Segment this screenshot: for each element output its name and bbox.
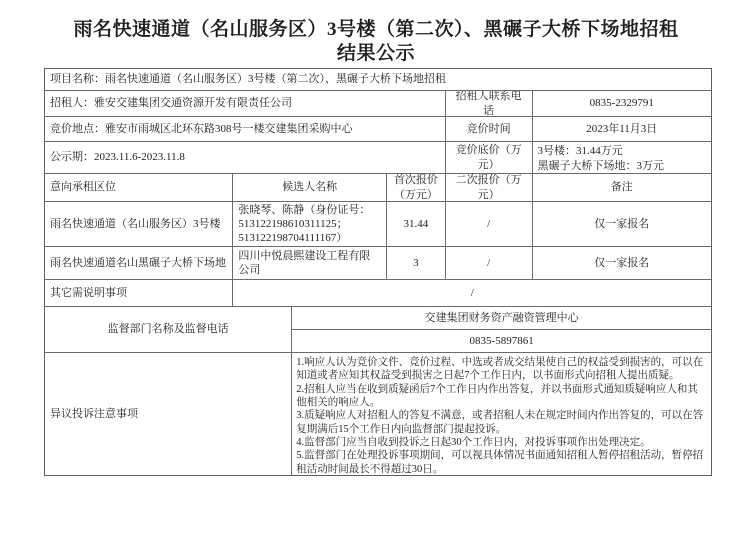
other-notes-value-cell: / xyxy=(470,286,474,299)
supervision-value-cell xyxy=(292,307,711,352)
bid-row-bridge-site xyxy=(45,247,711,280)
bid2-area-cell: 雨名快速通道名山黑碾子大桥下场地 xyxy=(45,247,233,279)
bid1-second-offer-cell: / xyxy=(446,202,533,246)
objection-item-2: 2.招租人应当在收到质疑函后7个工作日内作出答复，并以书面形式通知质疑响应人和其他相关的响应人。 xyxy=(296,383,698,408)
objection-item-4: 4.监督部门应当自收到投诉之日起30个工作日内，对投诉事项作出处理决定。 xyxy=(296,436,651,448)
bid1-remark-cell: 仅一家报名 xyxy=(594,217,650,230)
objection-row xyxy=(45,353,711,475)
bidding-time-label-cell: 竞价时间 xyxy=(446,117,533,141)
supervision-row xyxy=(45,307,711,353)
bidding-time-value-cell: 2023年11月3日 xyxy=(586,122,658,135)
bidding-venue-cell: 竞价地点：雅安市雨城区北环东路308号一楼交建集团采购中心 xyxy=(45,117,446,141)
base-price-line1: 3号楼：31.44万元 xyxy=(537,144,623,157)
header-remark-cell: 备注 xyxy=(610,181,633,194)
supervision-label-cell: 监督部门名称及监督电话 xyxy=(45,307,292,352)
bid2-second-offer-cell: / xyxy=(446,247,533,279)
page-title-line1: 雨名快速通道（名山服务区）3号楼（第二次）、黑碾子大桥下场地招租 xyxy=(73,19,679,40)
bidding-venue-row xyxy=(45,117,711,142)
bid1-area-cell: 雨名快速通道（名山服务区）3号楼 xyxy=(45,202,233,246)
bid1-candidate-cell: 张晓琴、陈静（身份证号：513122198610311125；513122198704111167） xyxy=(233,202,387,246)
publicity-period-row xyxy=(45,142,711,174)
results-table xyxy=(44,68,712,476)
page-title-line2: 结果公示 xyxy=(336,42,415,64)
lessor-phone-value-cell: 0835-2329791 xyxy=(589,97,654,110)
publicity-period-cell: 公示期：2023.11.6-2023.11.8 xyxy=(45,142,446,173)
objection-notice-cell xyxy=(292,353,711,475)
header-first-offer-cell: 首次报价（万元） xyxy=(387,174,446,201)
header-candidate-cell: 候选人名称 xyxy=(233,174,387,201)
bid-row-building3 xyxy=(45,202,711,247)
objection-item-5: 5.监督部门在处理投诉事项期间，可以视具体情况书面通知招租人暂停招租活动，暂停招租活动时间最长不得超过30日。 xyxy=(296,450,704,475)
supervision-dept-name-cell: 交建集团财务资产融资管理中心 xyxy=(292,307,711,330)
header-second-offer-cell: 二次报价（万元） xyxy=(446,174,533,201)
other-notes-row xyxy=(45,280,711,307)
other-notes-label-cell: 其它需说明事项 xyxy=(45,280,233,306)
header-area-cell: 意向承租区位 xyxy=(45,174,233,201)
bid1-first-offer-cell: 31.44 xyxy=(387,202,446,246)
base-price-values xyxy=(538,142,665,173)
project-name-row xyxy=(45,69,711,91)
bid-header-row xyxy=(45,174,711,202)
base-price-label-cell: 竞价底价（万元） xyxy=(446,142,533,173)
base-price-value-cell xyxy=(533,142,711,173)
base-price-line2: 黑碾子大桥下场地：3万元 xyxy=(537,159,665,172)
bid2-first-offer-cell: 3 xyxy=(387,247,446,279)
objection-item-1: 1.响应人认为竞价文件、竞价过程、中选或者成交结果使自己的权益受到损害的，可以在知道或者应知其权益受到损害之日起7个工作日内，以书面形式向招租人提出质疑。 xyxy=(296,357,704,382)
lessor-row xyxy=(45,91,711,117)
lessor-phone-label-cell: 招租人联系电话 xyxy=(446,91,533,116)
objection-item-3: 3.质疑响应人对招租人的答复不满意，或者招租人未在规定时间内作出答复的，可以在答复期满后15个工作日内向监督部门提起投诉。 xyxy=(296,410,704,435)
page-title xyxy=(0,0,752,66)
supervision-stack xyxy=(292,307,711,352)
bid2-remark-cell: 仅一家报名 xyxy=(594,256,650,269)
objection-label-cell: 异议投诉注意事项 xyxy=(45,353,292,475)
supervision-dept-phone-cell: 0835-5897861 xyxy=(469,334,534,347)
project-name-cell: 项目名称：雨名快速通道（名山服务区）3号楼（第二次）、黑碾子大桥下场地招租 xyxy=(50,73,446,86)
lessor-name-cell: 招租人：雅安交建集团交通资源开发有限责任公司 xyxy=(45,91,446,116)
objection-notice-text xyxy=(292,353,711,475)
bid2-candidate-cell: 四川中悦晨熙建设工程有限公司 xyxy=(233,247,387,279)
